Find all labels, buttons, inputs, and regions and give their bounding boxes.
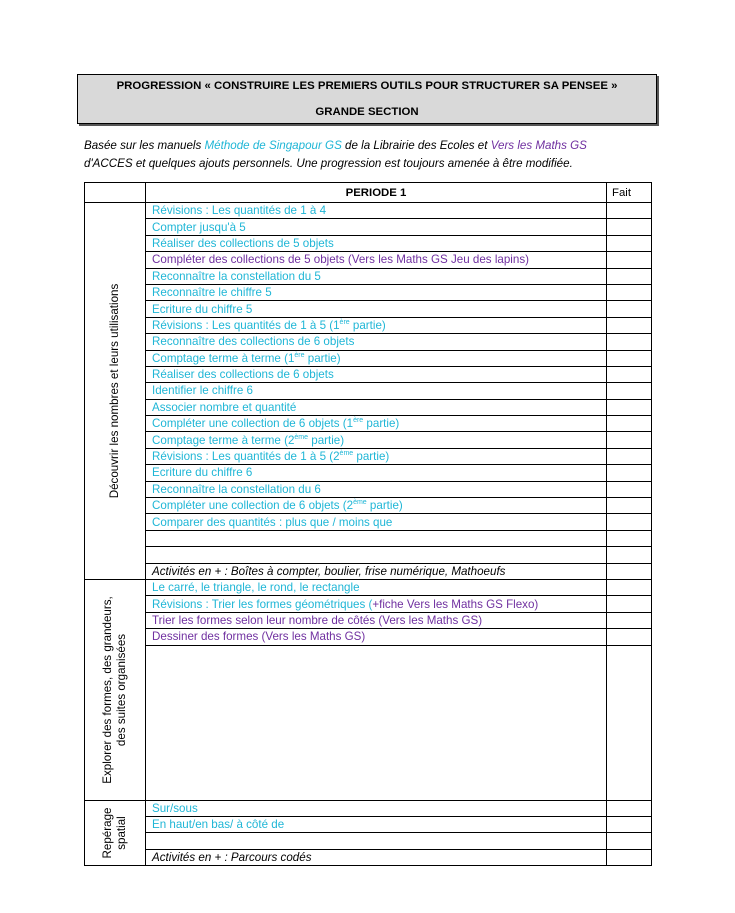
activity-cell: Comptage terme à terme (1ère partie) <box>146 350 607 366</box>
progression-table <box>84 182 652 866</box>
intro-paragraph <box>84 137 664 173</box>
table-row <box>85 366 652 382</box>
activity-cell: Sur/sous <box>146 800 607 816</box>
activity-cell: Reconnaître le chiffre 5 <box>146 284 607 300</box>
table-row <box>85 596 652 612</box>
fait-checkbox-cell[interactable] <box>607 800 652 816</box>
activity-cell: Identifier le chiffre 6 <box>146 383 607 399</box>
fait-checkbox-cell[interactable] <box>607 816 652 832</box>
fait-checkbox-cell[interactable] <box>607 547 652 563</box>
fait-checkbox-cell[interactable] <box>607 596 652 612</box>
intro-singapour: Méthode de Singapour GS <box>204 139 342 152</box>
table-row <box>85 301 652 317</box>
table-row <box>85 547 652 563</box>
activity-cell: Associer nombre et quantité <box>146 399 607 415</box>
table-row <box>85 514 652 530</box>
fait-checkbox-cell[interactable] <box>607 284 652 300</box>
title-box <box>77 74 657 124</box>
fait-checkbox-cell[interactable] <box>607 849 652 865</box>
fait-checkbox-cell[interactable] <box>607 350 652 366</box>
table-row <box>85 800 652 816</box>
fait-checkbox-cell[interactable] <box>607 612 652 628</box>
fait-checkbox-cell[interactable] <box>607 448 652 464</box>
activity-cell: Révisions : Les quantités de 1 à 5 (1ère partie) <box>146 317 607 333</box>
table-row <box>85 629 652 645</box>
activities-extra-cell: Activités en + : Parcours codés <box>146 849 607 865</box>
table-row <box>85 252 652 268</box>
table-row <box>85 579 652 595</box>
fait-checkbox-cell[interactable] <box>607 432 652 448</box>
fait-checkbox-cell[interactable] <box>607 465 652 481</box>
fait-header: Fait <box>607 183 652 203</box>
activity-cell: Révisions : Les quantités de 1 à 4 <box>146 203 607 219</box>
activity-cell: Révisions : Les quantités de 1 à 5 (2ème partie) <box>146 448 607 464</box>
intro-vers-les-maths: Vers les Maths GS <box>490 139 587 152</box>
activity-cell: Compléter une collection de 6 objets (2ème partie) <box>146 498 607 514</box>
fait-checkbox-cell[interactable] <box>607 219 652 235</box>
activities-extra-cell: Activités en + : Boîtes à compter, boulier, frise numérique, Mathoeufs <box>146 563 607 579</box>
intro-text-3: d'ACCES et quelques ajouts personnels. Une progression est toujours amenée à être modifiée. <box>84 157 573 170</box>
table-row <box>85 235 652 251</box>
table-row <box>85 203 652 219</box>
fait-checkbox-cell[interactable] <box>607 498 652 514</box>
table-row <box>85 416 652 432</box>
fait-checkbox-cell[interactable] <box>607 399 652 415</box>
table-row <box>85 612 652 628</box>
activity-cell: Réaliser des collections de 5 objets <box>146 235 607 251</box>
fait-checkbox-cell[interactable] <box>607 481 652 497</box>
fait-checkbox-cell[interactable] <box>607 235 652 251</box>
activity-cell: En haut/en bas/ à côté de <box>146 816 607 832</box>
intro-text-1: Basée sur les manuels <box>84 139 205 152</box>
table-header-row <box>85 183 652 203</box>
period-header: PERIODE 1 <box>146 183 607 203</box>
activity-cell: Révisions : Trier les formes géométriques (+fiche Vers les Maths GS Flexo) <box>146 596 607 612</box>
fait-checkbox-cell[interactable] <box>607 317 652 333</box>
fait-checkbox-cell[interactable] <box>607 629 652 645</box>
fait-checkbox-cell[interactable] <box>607 301 652 317</box>
activity-cell: Reconnaître des collections de 6 objets <box>146 334 607 350</box>
activity-cell: Reconnaître la constellation du 6 <box>146 481 607 497</box>
section-spatial-label-cell <box>85 800 146 866</box>
fait-checkbox-cell[interactable] <box>607 383 652 399</box>
activity-cell: Dessiner des formes (Vers les Maths GS) <box>146 629 607 645</box>
fait-checkbox-cell[interactable] <box>607 334 652 350</box>
empty-cell <box>146 547 607 563</box>
fait-checkbox-cell[interactable] <box>607 530 652 546</box>
activity-cell: Compter jusqu'à 5 <box>146 219 607 235</box>
table-row <box>85 399 652 415</box>
blank-header-cell <box>85 183 146 203</box>
section-shapes-label: Explorer des formes, des grandeurs, des suites organisées <box>101 596 128 784</box>
table-row <box>85 498 652 514</box>
table-row <box>85 432 652 448</box>
table-row <box>85 448 652 464</box>
table-row <box>85 350 652 366</box>
section-numbers-label-cell <box>85 203 146 580</box>
empty-cell <box>146 645 607 800</box>
section-numbers-label: Découvrir les nombres et leurs utilisations <box>108 283 121 499</box>
fait-checkbox-cell[interactable] <box>607 579 652 595</box>
activity-cell: Ecriture du chiffre 6 <box>146 465 607 481</box>
table-row <box>85 219 652 235</box>
fait-checkbox-cell[interactable] <box>607 514 652 530</box>
table-row <box>85 481 652 497</box>
table-row <box>85 284 652 300</box>
table-row <box>85 268 652 284</box>
table-row <box>85 833 652 849</box>
fait-checkbox-cell[interactable] <box>607 203 652 219</box>
activity-cell: Comptage terme à terme (2ème partie) <box>146 432 607 448</box>
fait-checkbox-cell[interactable] <box>607 416 652 432</box>
activity-cell: Ecriture du chiffre 5 <box>146 301 607 317</box>
document-subtitle: GRANDE SECTION <box>315 106 419 118</box>
table-row <box>85 383 652 399</box>
section-shapes-label-cell <box>85 579 146 800</box>
table-row <box>85 334 652 350</box>
table-row <box>85 530 652 546</box>
activity-cell: Comparer des quantités : plus que / moins que <box>146 514 607 530</box>
document-title: PROGRESSION « CONSTRUIRE LES PREMIERS OUTILS POUR STRUCTURER SA PENSEE » <box>116 80 618 92</box>
table-row <box>85 849 652 865</box>
section-spatial-label: Repérage spatial <box>101 807 128 859</box>
activity-cell: Reconnaître la constellation du 5 <box>146 268 607 284</box>
empty-cell <box>146 530 607 546</box>
activity-cell: Le carré, le triangle, le rond, le rectangle <box>146 579 607 595</box>
empty-cell <box>146 833 607 849</box>
activity-cell: Compléter des collections de 5 objets (Vers les Maths GS Jeu des lapins) <box>146 252 607 268</box>
fait-checkbox-cell[interactable] <box>607 252 652 268</box>
fait-checkbox-cell[interactable] <box>607 366 652 382</box>
table-row <box>85 645 652 800</box>
fait-checkbox-cell[interactable] <box>607 833 652 849</box>
fait-checkbox-cell[interactable] <box>607 563 652 579</box>
fait-checkbox-cell[interactable] <box>607 268 652 284</box>
activity-cell: Trier les formes selon leur nombre de côtés (Vers les Maths GS) <box>146 612 607 628</box>
table-row <box>85 465 652 481</box>
activity-cell: Compléter une collection de 6 objets (1ère partie) <box>146 416 607 432</box>
activity-cell: Réaliser des collections de 6 objets <box>146 366 607 382</box>
fait-checkbox-cell[interactable] <box>607 645 652 800</box>
table-row <box>85 317 652 333</box>
table-row <box>85 816 652 832</box>
table-row <box>85 563 652 579</box>
intro-text-2: de la Librairie des Ecoles et <box>341 139 491 152</box>
